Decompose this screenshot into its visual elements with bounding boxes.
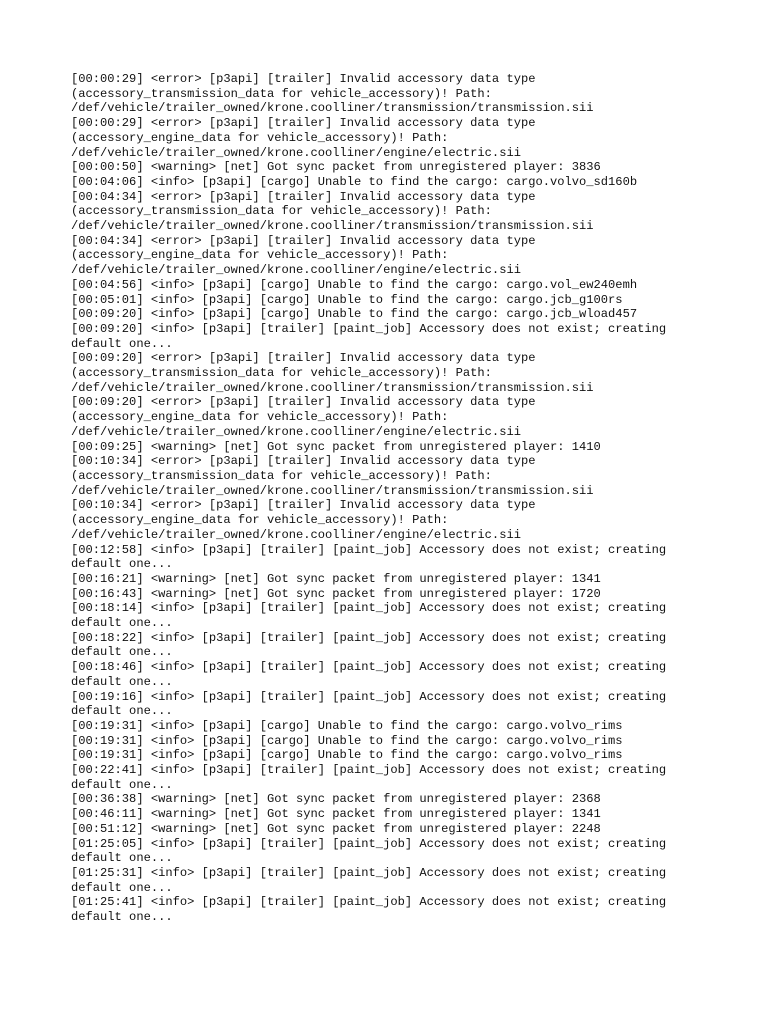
log-line: /def/vehicle/trailer_owned/krone.coolliner/transmission/transmission.sii [71,483,594,498]
log-line: (accessory_transmission_data for vehicle_accessory)! Path: [71,366,492,381]
log-line: default one... [71,616,173,631]
log-line: /def/vehicle/trailer_owned/krone.coolliner/engine/electric.sii [71,145,521,160]
log-line: /def/vehicle/trailer_owned/krone.coolliner/transmission/transmission.sii [71,219,594,234]
log-line: [00:22:41] <info> [p3api] [trailer] [paint_job] Accessory does not exist; creating [71,763,667,778]
log-line: (accessory_engine_data for vehicle_accessory)! Path: [71,248,449,263]
log-line: default one... [71,880,173,895]
log-line: default one... [71,777,173,792]
log-line: [00:09:20] <error> [p3api] [trailer] Invalid accessory data type [71,395,536,410]
log-line: default one... [71,645,173,660]
log-line: default one... [71,704,173,719]
log-line: [00:18:22] <info> [p3api] [trailer] [paint_job] Accessory does not exist; creating [71,630,667,645]
log-line: [00:16:43] <warning> [net] Got sync packet from unregistered player: 1720 [71,586,601,601]
log-line: default one... [71,910,173,925]
log-line: [00:36:38] <warning> [net] Got sync packet from unregistered player: 2368 [71,792,601,807]
log-line: /def/vehicle/trailer_owned/krone.coolliner/transmission/transmission.sii [71,101,594,116]
log-line: [00:16:21] <warning> [net] Got sync packet from unregistered player: 1341 [71,571,601,586]
log-line: [01:25:05] <info> [p3api] [trailer] [paint_job] Accessory does not exist; creating [71,836,667,851]
log-line: [00:04:34] <error> [p3api] [trailer] Invalid accessory data type [71,233,536,248]
log-line: [00:09:20] <info> [p3api] [cargo] Unable to find the cargo: cargo.jcb_wload457 [71,307,638,322]
log-line: [00:51:12] <warning> [net] Got sync packet from unregistered player: 2248 [71,821,601,836]
log-line: [01:25:41] <info> [p3api] [trailer] [paint_job] Accessory does not exist; creating [71,895,667,910]
log-line: default one... [71,674,173,689]
log-line: /def/vehicle/trailer_owned/krone.coolliner/engine/electric.sii [71,263,521,278]
log-line: [00:09:20] <info> [p3api] [trailer] [paint_job] Accessory does not exist; creating [71,321,667,336]
log-line: [00:00:29] <error> [p3api] [trailer] Invalid accessory data type [71,116,536,131]
log-line: [00:10:34] <error> [p3api] [trailer] Invalid accessory data type [71,498,536,513]
log-line: [00:46:11] <warning> [net] Got sync packet from unregistered player: 1341 [71,807,601,822]
log-line: [00:04:56] <info> [p3api] [cargo] Unable to find the cargo: cargo.vol_ew240emh [71,277,638,292]
log-line: [00:19:31] <info> [p3api] [cargo] Unable to find the cargo: cargo.volvo_rims [71,733,623,748]
log-line: [00:12:58] <info> [p3api] [trailer] [paint_job] Accessory does not exist; creating [71,542,667,557]
log-line: [01:25:31] <info> [p3api] [trailer] [paint_job] Accessory does not exist; creating [71,865,667,880]
log-line: [00:04:34] <error> [p3api] [trailer] Invalid accessory data type [71,189,536,204]
log-line: [00:18:46] <info> [p3api] [trailer] [paint_job] Accessory does not exist; creating [71,660,667,675]
log-line: [00:10:34] <error> [p3api] [trailer] Invalid accessory data type [71,454,536,469]
log-document [71,72,751,925]
log-line: /def/vehicle/trailer_owned/krone.coolliner/engine/electric.sii [71,424,521,439]
log-line: (accessory_transmission_data for vehicle_accessory)! Path: [71,86,492,101]
log-line: /def/vehicle/trailer_owned/krone.coolliner/engine/electric.sii [71,527,521,542]
log-line: (accessory_transmission_data for vehicle_accessory)! Path: [71,468,492,483]
log-line: [00:09:25] <warning> [net] Got sync packet from unregistered player: 1410 [71,439,601,454]
log-line: (accessory_engine_data for vehicle_accessory)! Path: [71,410,449,425]
log-line: (accessory_engine_data for vehicle_accessory)! Path: [71,513,449,528]
log-line: [00:00:29] <error> [p3api] [trailer] Invalid accessory data type [71,72,536,86]
log-line: default one... [71,557,173,572]
log-line: [00:19:31] <info> [p3api] [cargo] Unable to find the cargo: cargo.volvo_rims [71,748,623,763]
log-line: [00:05:01] <info> [p3api] [cargo] Unable to find the cargo: cargo.jcb_g100rs [71,292,623,307]
log-line: (accessory_engine_data for vehicle_accessory)! Path: [71,130,449,145]
log-line: [00:18:14] <info> [p3api] [trailer] [paint_job] Accessory does not exist; creating [71,601,667,616]
log-line: [00:19:16] <info> [p3api] [trailer] [paint_job] Accessory does not exist; creating [71,689,667,704]
log-line: [00:19:31] <info> [p3api] [cargo] Unable to find the cargo: cargo.volvo_rims [71,718,623,733]
log-line: (accessory_transmission_data for vehicle_accessory)! Path: [71,204,492,219]
log-line: default one... [71,336,173,351]
log-line: /def/vehicle/trailer_owned/krone.coolliner/transmission/transmission.sii [71,380,594,395]
log-line: [00:00:50] <warning> [net] Got sync packet from unregistered player: 3836 [71,160,601,175]
log-line: default one... [71,851,173,866]
log-line: [00:04:06] <info> [p3api] [cargo] Unable to find the cargo: cargo.volvo_sd160b [71,174,638,189]
log-line: [00:09:20] <error> [p3api] [trailer] Invalid accessory data type [71,351,536,366]
